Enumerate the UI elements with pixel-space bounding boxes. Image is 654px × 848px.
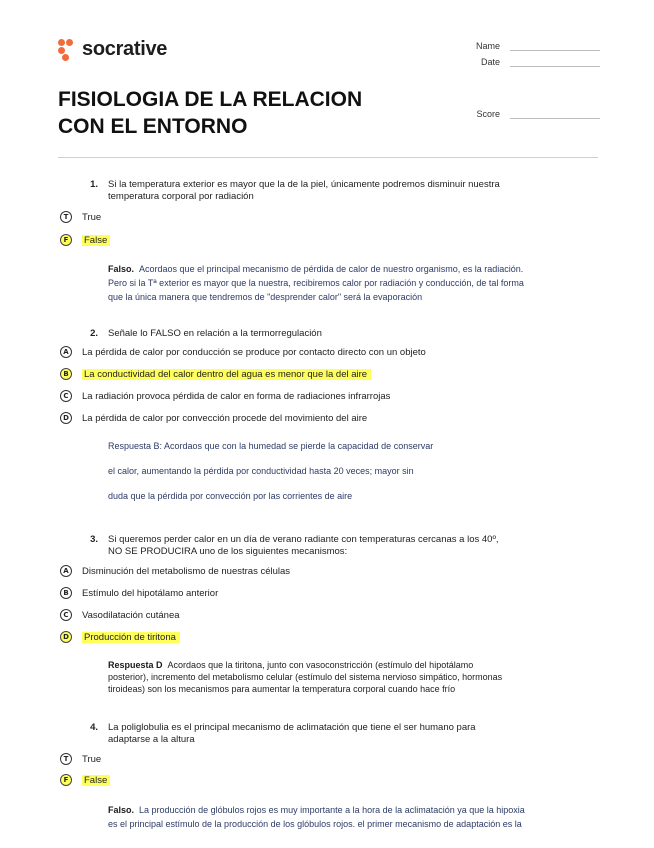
answer-option[interactable] bbox=[60, 211, 101, 223]
option-letter-badge: B bbox=[60, 587, 72, 599]
answer-explanation bbox=[108, 803, 608, 831]
explanation-text: tiroideas) son los mecanismos para aumentar la temperatura corporal cuando hace frío bbox=[108, 684, 456, 694]
option-text: False bbox=[82, 235, 110, 246]
option-letter-badge: F bbox=[60, 774, 72, 786]
option-text: Estímulo del hipotálamo anterior bbox=[82, 587, 219, 599]
explanation-lead: Falso. bbox=[108, 805, 135, 815]
quiz-title bbox=[58, 86, 438, 140]
question-text bbox=[108, 722, 608, 746]
option-letter-badge: B bbox=[60, 368, 72, 380]
answer-option[interactable] bbox=[60, 346, 426, 358]
option-letter-badge: C bbox=[60, 390, 72, 402]
option-text: La pérdida de calor por conducción se produce por contacto directo con un objeto bbox=[82, 346, 426, 358]
question-text-line: La poliglobulia es el principal mecanismo de aclimatación que tiene el ser humano para bbox=[108, 722, 476, 733]
option-text: La radiación provoca pérdida de calor en forma de radiaciones infrarrojas bbox=[82, 390, 391, 402]
answer-option[interactable] bbox=[60, 390, 390, 402]
answer-option[interactable] bbox=[60, 753, 101, 765]
explanation-text: Acordaos que el principal mecanismo de pérdida de calor de nuestro organismo, es la radiación. bbox=[139, 264, 524, 274]
option-text: La pérdida de calor por convección procede del movimiento del aire bbox=[82, 412, 368, 424]
question-text-line: temperatura corporal por radiación bbox=[108, 191, 254, 202]
answer-option[interactable] bbox=[60, 565, 290, 577]
option-letter-badge: D bbox=[60, 631, 72, 643]
explanation-text: Respuesta B: Acordaos que con la humedad se pierde la capacidad de conservar bbox=[108, 441, 434, 451]
question-text-line: Señale lo FALSO en relación a la termorregulación bbox=[108, 328, 322, 339]
answer-option[interactable] bbox=[60, 587, 218, 599]
question-number: 1. bbox=[90, 179, 98, 190]
option-letter-badge: T bbox=[60, 211, 72, 223]
answer-option[interactable] bbox=[60, 412, 367, 424]
option-letter-badge: T bbox=[60, 753, 72, 765]
quiz-title-line-2: CON EL ENTORNO bbox=[58, 115, 248, 138]
question-text bbox=[108, 534, 608, 558]
question-number: 3. bbox=[90, 534, 98, 545]
question-text-line: Si queremos perder calor en un día de verano radiante con temperaturas cercanas a los 40º, bbox=[108, 534, 499, 545]
socrative-logo bbox=[58, 38, 167, 61]
explanation-text: es el principal estímulo de la producción de los glóbulos rojos. el primer mecanismo de adaptación es la bbox=[108, 819, 522, 829]
question-text bbox=[108, 328, 608, 340]
header-divider bbox=[58, 157, 598, 158]
explanation-text: Pero si la Tª exterior es mayor que la nuestra, recibiremos calor por radiación y conducción, de tal forma bbox=[108, 278, 524, 288]
score-field[interactable] bbox=[510, 118, 600, 119]
option-letter-badge: A bbox=[60, 346, 72, 358]
answer-option-correct[interactable] bbox=[60, 368, 371, 380]
score-label: Score bbox=[476, 109, 500, 119]
answer-explanation bbox=[108, 262, 608, 304]
answer-option[interactable] bbox=[60, 609, 180, 621]
option-text: Producción de tiritona bbox=[82, 632, 180, 643]
option-letter-badge: D bbox=[60, 412, 72, 424]
brand-name: socrative bbox=[82, 38, 168, 60]
answer-explanation bbox=[108, 659, 608, 695]
question-text-line: Si la temperatura exterior es mayor que la de la piel, únicamente podremos disminuir nuestra bbox=[108, 179, 500, 190]
question-text-line: NO SE PRODUCIRA uno de los siguientes mecanismos: bbox=[108, 546, 348, 557]
explanation-text: La producción de glóbulos rojos es muy importante a la hora de la aclimatación ya que la hipoxia bbox=[139, 805, 525, 815]
quiz-title-line-1: FISIOLOGIA DE LA RELACION bbox=[58, 88, 363, 111]
option-text: La conductividad del calor dentro del agua es menor que la del aire bbox=[82, 369, 371, 380]
option-text: True bbox=[82, 211, 102, 223]
answer-explanation bbox=[108, 434, 608, 509]
explanation-text: el calor, aumentando la pérdida por conductividad hasta 20 veces; mayor sin bbox=[108, 466, 414, 476]
explanation-lead: Respuesta D bbox=[108, 660, 163, 670]
date-label: Date bbox=[480, 57, 500, 67]
answer-option-correct[interactable] bbox=[60, 234, 110, 246]
answer-option-correct[interactable] bbox=[60, 774, 110, 786]
option-text: Disminución del metabolismo de nuestras células bbox=[82, 565, 291, 577]
answer-option-correct[interactable] bbox=[60, 631, 180, 643]
option-letter-badge: A bbox=[60, 565, 72, 577]
option-text: Vasodilatación cutánea bbox=[82, 609, 180, 621]
question-text-line: adaptarse a la altura bbox=[108, 734, 195, 745]
question-number: 2. bbox=[90, 328, 98, 339]
socrative-logo-icon bbox=[58, 39, 76, 61]
option-text: False bbox=[82, 775, 110, 786]
question-number: 4. bbox=[90, 722, 98, 733]
date-field[interactable] bbox=[510, 66, 600, 67]
explanation-text: duda que la pérdida por convección por las corrientes de aire bbox=[108, 491, 353, 501]
explanation-text: que la única manera que tendremos de "desprender calor" será la evaporación bbox=[108, 292, 423, 302]
question-text bbox=[108, 179, 608, 203]
explanation-text: posterior), incremento del metabolismo celular (estímulo del sistema nervioso simpático, hormonas bbox=[108, 672, 503, 682]
name-field[interactable] bbox=[510, 50, 600, 51]
option-text: True bbox=[82, 753, 102, 765]
name-label: Name bbox=[475, 41, 500, 51]
explanation-text: Acordaos que la tiritona, junto con vasoconstricción (estímulo del hipotálamo bbox=[167, 660, 474, 670]
option-letter-badge: C bbox=[60, 609, 72, 621]
explanation-lead: Falso. bbox=[108, 264, 135, 274]
option-letter-badge: F bbox=[60, 234, 72, 246]
